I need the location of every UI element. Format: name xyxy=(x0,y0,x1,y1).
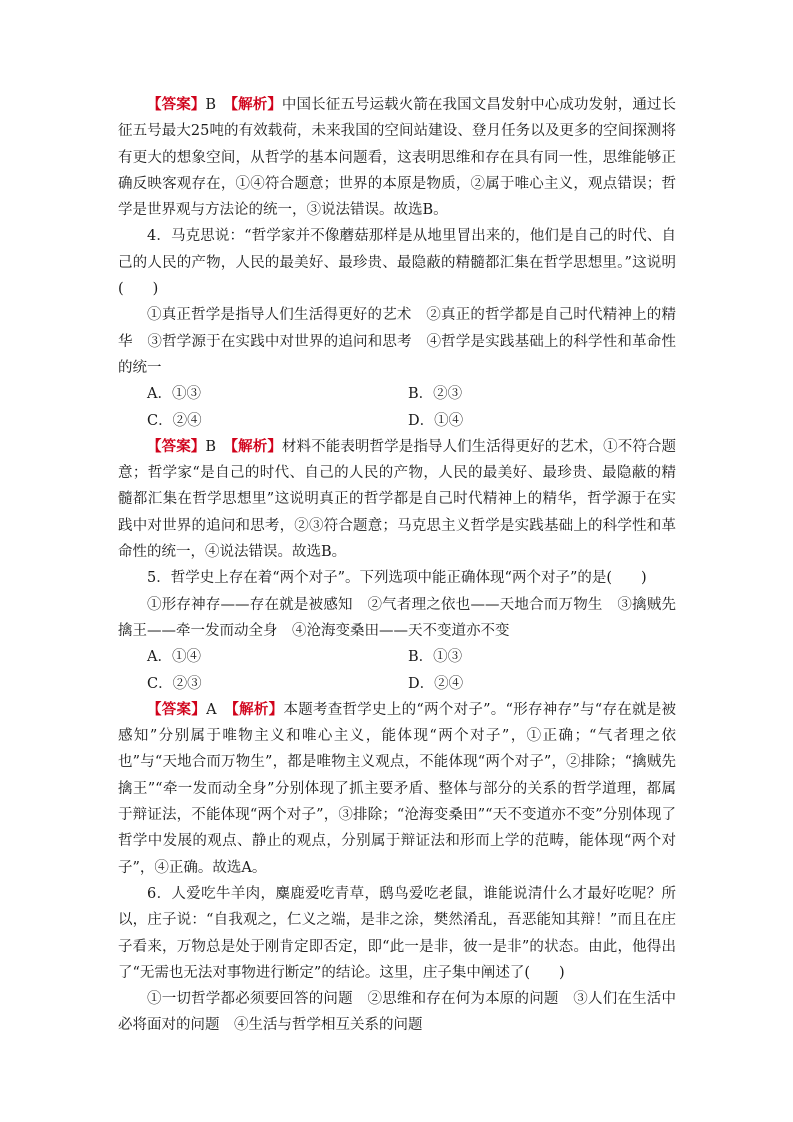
choice-a: A．①④ xyxy=(147,649,201,666)
choice-b: B．②③ xyxy=(408,386,463,403)
answer-block-q3 xyxy=(118,92,676,223)
answer-value: B xyxy=(205,97,217,113)
choice-a: A．①③ xyxy=(147,386,201,403)
question-5-choice-row-2 xyxy=(118,671,676,697)
analysis-label: 【解析】 xyxy=(230,437,282,455)
page-content xyxy=(118,92,676,1039)
answer-label: 【答案】 xyxy=(147,700,207,718)
question-4-stem: 4．马克思说：“哲学家并不像蘑菇那样是从地里冒出来的，他们是自己的时代、自己的人民的产物，人民的最美好、最珍贵、最隐蔽的精髓都汇集在哲学思想里。”这说明( ) xyxy=(118,228,676,298)
choice-b: B．①③ xyxy=(408,649,463,666)
choice-c: C．②③ xyxy=(147,675,202,692)
analysis-text: 材料不能表明哲学是指导人们生活得更好的艺术，①不符合题意；哲学家“是自己的时代、自己的人民的产物，人民的最美好、最珍贵、最隐蔽的精髓都汇集在哲学思想里”这说明真正的哲学都是自己时代精神上的精华，哲学源于在实践中对世界的追问和思考，②③符合题意；马克思主义哲学是实践基础上的科学性和革命性的统一，④说法错误。故选B。 xyxy=(118,438,677,561)
answer-label: 【答案】 xyxy=(147,96,206,113)
choice-d: D．②④ xyxy=(408,675,464,692)
analysis-text: 本题考查哲学史上的“两个对子”。“形存神存”与“存在就是被感知”分别属于唯物主义和唯心主义，能体现“两个对子”，①正确；“气者理之依也”与“天地合而万物生”，都是唯物主义观点，不能体现“两个对子”，②排除；“擒贼先擒王”“牵一发而动全身”分别体现了抓主要矛盾、整体与部分的关系的哲学道理，都属于辩证法，不能体现“两个对子”，③排除；“沧海变桑田”“天不变道亦不变”分别体现了哲学中发展的观点、静止的观点，分别属于辩证法和形而上学的范畴，能体现“两个对子”，④正确。故选A。 xyxy=(118,701,677,876)
question-5-options: ①形存神存——存在就是被感知 ②气者理之依也——天地合而万物生 ③擒贼先擒王——牵一发而动全身 ④沧海变桑田——天不变道亦不变 xyxy=(118,596,676,639)
choice-d: D．①④ xyxy=(408,412,464,429)
question-4-choice-row-2 xyxy=(118,408,676,434)
answer-block-q5 xyxy=(118,697,676,881)
question-5-choice-row-1 xyxy=(118,644,676,670)
answer-block-q4 xyxy=(118,434,676,565)
choice-c: C．②④ xyxy=(147,412,202,429)
analysis-label: 【解析】 xyxy=(231,700,284,718)
answer-value: B xyxy=(205,438,217,455)
question-4-options: ①真正哲学是指导人们生活得更好的艺术 ②真正的哲学都是自己时代精神上的精华 ③哲学源于在实践中对世界的追问和思考 ④哲学是实践基础上的科学性和革命性的统一 xyxy=(118,307,676,376)
answer-label: 【答案】 xyxy=(147,437,206,455)
question-5-stem: 5．哲学史上存在着“两个对子”。下列选项中能正确体现“两个对子”的是( ) xyxy=(147,570,647,587)
question-6-options: ①一切哲学都必须要回答的问题 ②思维和存在何为本原的问题 ③人们在生活中必将面对的问题 ④生活与哲学相互关系的问题 xyxy=(118,991,676,1034)
question-4-choice-row-1 xyxy=(118,381,676,407)
answer-value: A xyxy=(206,701,217,718)
analysis-label: 【解析】 xyxy=(230,96,282,113)
question-6-stem: 6．人爱吃牛羊肉，麋鹿爱吃青草，鸱鸟爱吃老鼠，谁能说清什么才最好吃呢？所以，庄子说：“自我观之，仁义之端，是非之涂，樊然淆乱，吾恶能知其辩！”而且在庄子看来，万物总是处于刚肯定即否定，即“此一是非，彼一是非”的状态。由此，他得出了“无需也无法对事物进行断定”的结论。这里，庄子集中阐述了( ) xyxy=(118,885,676,981)
analysis-text: 中国长征五号运载火箭在我国文昌发射中心成功发射，通过长征五号最大25吨的有效载荷，未来我国的空间站建设、登月任务以及更多的空间探测将有更大的想象空间，从哲学的基本问题看，这表明思维和存在具有同一性，思维能够正确反映客观存在，①④符合题意；世界的本原是物质，②属于唯心主义，观点错误；哲学是世界观与方法论的统一，③说法错误。故选B。 xyxy=(118,97,677,219)
